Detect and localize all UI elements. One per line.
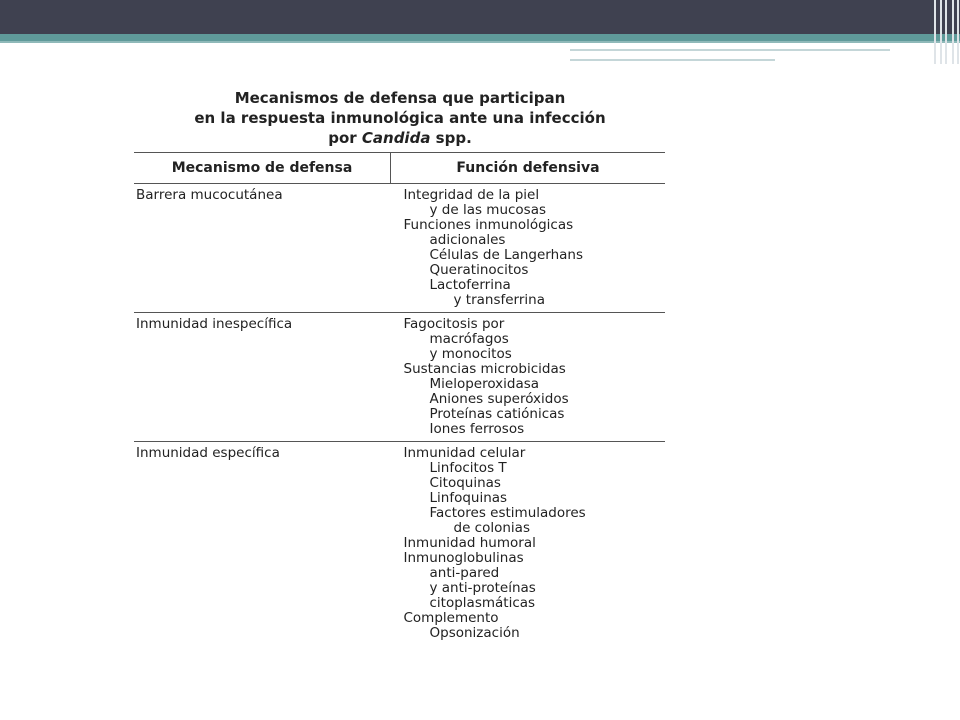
function-cell [391,184,666,313]
function-line: Células de Langerhans [429,247,584,263]
mechanism-cell: Inmunidad específica [136,445,280,461]
function-line: adicionales [429,232,506,248]
function-line: macrófagos [429,331,509,347]
column-header-mechanism: Mecanismo de defensa [134,153,391,184]
figure-title-line-1: Mecanismos de defensa que participan [234,89,566,107]
table-row [134,313,665,442]
function-line: Iones ferrosos [429,421,525,437]
defense-table [134,152,665,645]
function-line: Funciones inmunológicas [403,217,574,233]
function-line: Mieloperoxidasa [429,376,540,392]
title-text-end: spp. [430,129,472,147]
function-cell [391,313,666,442]
function-line: Inmunoglobulinas [403,550,524,566]
figure-title-line-3 [134,128,666,148]
table-header-row [134,153,665,184]
slide-accent-line [570,49,890,51]
function-cell [391,442,666,646]
function-line: Aniones superóxidos [429,391,569,407]
function-line: Proteínas catiónicas [429,406,565,422]
slide-accent-line-short [570,59,775,61]
function-line: Citoquinas [429,475,501,491]
table-row [134,442,665,646]
slide-accent-band [0,34,960,41]
title-text: por [328,129,362,147]
function-line: Factores estimuladores [429,505,586,521]
figure-title [134,88,666,148]
function-line: Fagocitosis por [403,316,505,332]
function-line: Inmunidad celular [403,445,526,461]
function-line: y de las mucosas [429,202,547,218]
column-header-function: Función defensiva [391,153,666,184]
function-line: Integridad de la piel [403,187,540,203]
slide-accent-thin [0,41,960,43]
function-line: Linfoquinas [429,490,508,506]
mechanism-cell: Inmunidad inespecífica [136,316,293,332]
function-line: anti-pared [429,565,500,581]
slide-corner-stripes [930,0,960,64]
function-line: de colonias [453,520,530,536]
function-line: y anti-proteínas [429,580,536,596]
table-figure [134,88,666,645]
function-line: y transferrina [453,292,545,308]
slide-header-bar [0,0,960,34]
function-line: Lactoferrina [429,277,511,293]
function-line: Queratinocitos [429,262,529,278]
table-body [134,184,665,646]
function-line: Inmunidad humoral [403,535,536,551]
function-line: Opsonización [429,625,520,641]
mechanism-cell: Barrera mucocutánea [136,187,283,203]
function-line: Linfocitos T [429,460,507,476]
function-line: citoplasmáticas [429,595,536,611]
title-genus: Candida [361,129,431,147]
table-row [134,184,665,313]
function-line: Complemento [403,610,499,626]
figure-title-line-2: en la respuesta inmunológica ante una infección [194,109,606,127]
function-line: y monocitos [429,346,512,362]
function-line: Sustancias microbicidas [403,361,566,377]
